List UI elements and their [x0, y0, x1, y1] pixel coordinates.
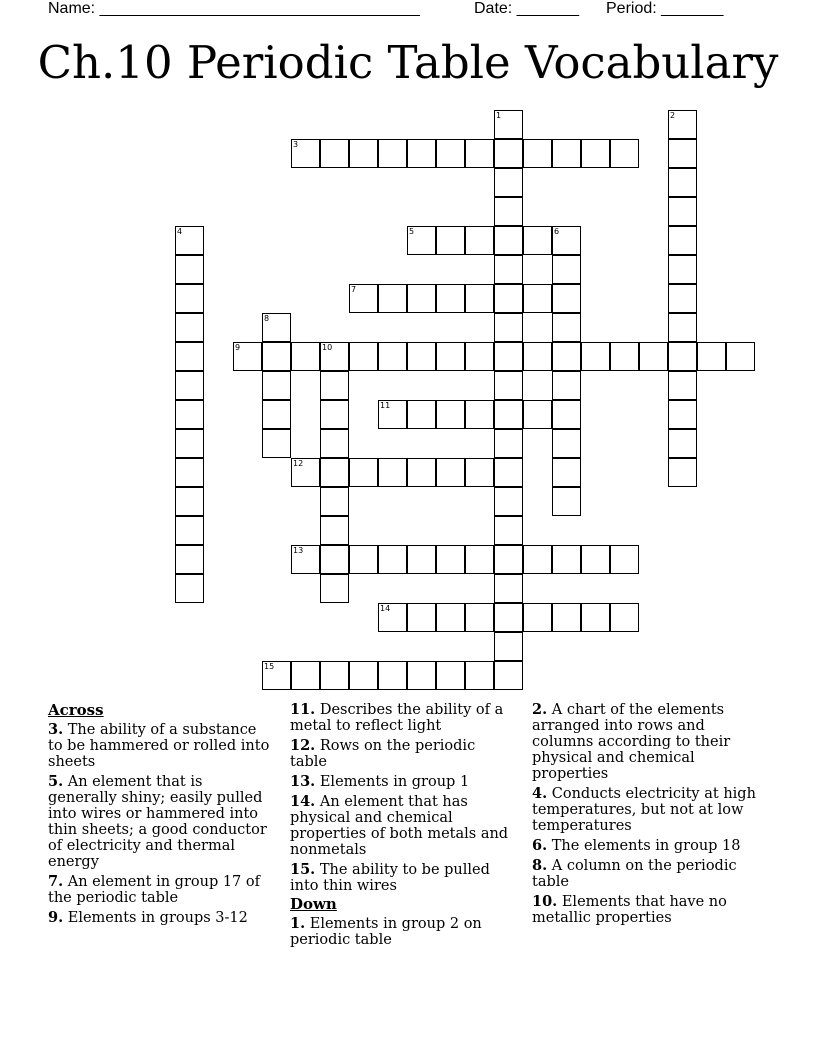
- grid-cell[interactable]: [552, 545, 581, 574]
- grid-cell[interactable]: [581, 603, 610, 632]
- grid-cell[interactable]: [552, 313, 581, 342]
- grid-cell[interactable]: [494, 661, 523, 690]
- grid-cell[interactable]: [320, 458, 349, 487]
- clue-down-6: [532, 838, 762, 854]
- clue-number: 6.: [532, 837, 548, 854]
- grid-cell-14[interactable]: [378, 603, 407, 632]
- clue-down-2: [532, 702, 762, 782]
- grid-cell[interactable]: [378, 661, 407, 690]
- clue-number-label: 8: [264, 314, 270, 323]
- grid-cell[interactable]: [668, 226, 697, 255]
- clue-text: Elements that have no metallic properties: [532, 894, 727, 926]
- grid-cell-11[interactable]: [378, 400, 407, 429]
- across-heading: Across: [48, 701, 104, 719]
- grid-cell-3[interactable]: [291, 139, 320, 168]
- grid-cell-15[interactable]: [262, 661, 291, 690]
- grid-cell[interactable]: [175, 487, 204, 516]
- grid-cell[interactable]: [407, 603, 436, 632]
- clue-number: 3.: [48, 721, 64, 738]
- clue-number-label: 14: [380, 604, 391, 613]
- grid-cell[interactable]: [581, 342, 610, 371]
- clue-number: 1.: [290, 915, 306, 932]
- grid-cell-4[interactable]: [175, 226, 204, 255]
- clue-number: 4.: [532, 785, 548, 802]
- grid-cell[interactable]: [668, 168, 697, 197]
- clue-number-label: 9: [235, 343, 241, 352]
- clue-text: Elements in groups 3-12: [67, 910, 248, 926]
- grid-cell[interactable]: [494, 400, 523, 429]
- grid-cell[interactable]: [523, 284, 552, 313]
- grid-cell[interactable]: [668, 284, 697, 313]
- grid-cell[interactable]: [552, 284, 581, 313]
- clue-down-1: [290, 916, 512, 948]
- clue-number: 14.: [290, 793, 316, 810]
- grid-cell[interactable]: [175, 400, 204, 429]
- grid-cell[interactable]: [494, 516, 523, 545]
- grid-cell[interactable]: [407, 400, 436, 429]
- grid-cell[interactable]: [697, 342, 726, 371]
- grid-cell[interactable]: [320, 661, 349, 690]
- grid-cell[interactable]: [407, 661, 436, 690]
- grid-cell[interactable]: [262, 400, 291, 429]
- grid-cell[interactable]: [407, 458, 436, 487]
- clue-number-label: 5: [409, 227, 415, 236]
- grid-cell[interactable]: [349, 545, 378, 574]
- clue-across-3: [48, 722, 274, 770]
- clue-text: The ability to be pulled into thin wires: [290, 862, 490, 894]
- grid-cell[interactable]: [494, 139, 523, 168]
- grid-cell[interactable]: [668, 313, 697, 342]
- grid-cell-5[interactable]: [407, 226, 436, 255]
- clue-down-10: [532, 894, 762, 926]
- grid-cell[interactable]: [465, 603, 494, 632]
- grid-cell[interactable]: [320, 574, 349, 603]
- grid-cell[interactable]: [320, 400, 349, 429]
- clue-text: Rows on the periodic table: [290, 738, 476, 770]
- grid-cell[interactable]: [378, 284, 407, 313]
- clue-text: Describes the ability of a metal to reflect light: [290, 702, 504, 734]
- grid-cell[interactable]: [552, 255, 581, 284]
- grid-cell[interactable]: [610, 603, 639, 632]
- grid-cell[interactable]: [494, 342, 523, 371]
- grid-cell[interactable]: [581, 139, 610, 168]
- clue-across-12: [290, 738, 512, 770]
- grid-cell[interactable]: [262, 429, 291, 458]
- clue-across-11: [290, 702, 512, 734]
- grid-cell[interactable]: [436, 139, 465, 168]
- grid-cell[interactable]: [668, 139, 697, 168]
- grid-cell[interactable]: [175, 255, 204, 284]
- grid-cell[interactable]: [465, 226, 494, 255]
- grid-cell[interactable]: [494, 574, 523, 603]
- grid-cell[interactable]: [523, 400, 552, 429]
- clue-number: 8.: [532, 857, 548, 874]
- clue-number-label: 11: [380, 401, 391, 410]
- clue-across-9: [48, 910, 274, 926]
- date-field[interactable]: Date: _______: [474, 0, 579, 17]
- grid-cell[interactable]: [552, 371, 581, 400]
- grid-cell[interactable]: [320, 545, 349, 574]
- down-heading: Down: [290, 895, 337, 913]
- grid-cell[interactable]: [175, 516, 204, 545]
- clue-number: 5.: [48, 773, 64, 790]
- grid-cell[interactable]: [668, 197, 697, 226]
- clue-number: 12.: [290, 737, 316, 754]
- grid-cell[interactable]: [668, 458, 697, 487]
- clue-text: An element in group 17 of the periodic table: [48, 874, 260, 906]
- grid-cell[interactable]: [378, 342, 407, 371]
- grid-cell[interactable]: [523, 545, 552, 574]
- grid-cell-2[interactable]: [668, 110, 697, 139]
- grid-cell[interactable]: [668, 429, 697, 458]
- clue-text: A column on the periodic table: [532, 858, 737, 890]
- grid-cell[interactable]: [320, 487, 349, 516]
- grid-cell[interactable]: [610, 139, 639, 168]
- name-field[interactable]: Name: ____________________________________: [48, 0, 420, 17]
- grid-cell[interactable]: [465, 661, 494, 690]
- grid-cell[interactable]: [552, 487, 581, 516]
- page-title: Ch.10 Periodic Table Vocabulary: [37, 36, 779, 89]
- grid-cell[interactable]: [175, 545, 204, 574]
- clue-number: 2.: [532, 701, 548, 718]
- grid-cell[interactable]: [494, 545, 523, 574]
- grid-cell[interactable]: [610, 545, 639, 574]
- grid-cell[interactable]: [436, 284, 465, 313]
- grid-cell[interactable]: [465, 458, 494, 487]
- clue-across-13: [290, 774, 512, 790]
- clue-number: 10.: [532, 893, 558, 910]
- grid-cell-6[interactable]: [552, 226, 581, 255]
- clue-text: Conducts electricity at high temperatures, but not at low temperatures: [532, 786, 756, 834]
- clue-text: The ability of a substance to be hammered or rolled into sheets: [48, 722, 270, 770]
- grid-cell[interactable]: [494, 632, 523, 661]
- grid-cell[interactable]: [465, 284, 494, 313]
- grid-cell[interactable]: [436, 400, 465, 429]
- grid-cell[interactable]: [552, 603, 581, 632]
- clue-number-label: 4: [177, 227, 183, 236]
- clue-number-label: 3: [293, 140, 299, 149]
- grid-cell[interactable]: [668, 371, 697, 400]
- clue-text: An element that has physical and chemical properties of both metals and nonmetals: [290, 794, 509, 858]
- clue-text: Elements in group 2 on periodic table: [290, 916, 482, 948]
- grid-cell[interactable]: [494, 487, 523, 516]
- clue-number-label: 2: [670, 111, 676, 120]
- clue-number-label: 10: [322, 343, 333, 352]
- clue-text: The elements in group 18: [551, 838, 741, 854]
- grid-cell[interactable]: [378, 139, 407, 168]
- clue-across-15: [290, 862, 512, 894]
- grid-cell-13[interactable]: [291, 545, 320, 574]
- grid-cell[interactable]: [581, 545, 610, 574]
- grid-cell[interactable]: [726, 342, 755, 371]
- grid-cell[interactable]: [436, 342, 465, 371]
- grid-cell[interactable]: [436, 661, 465, 690]
- clue-number-label: 13: [293, 546, 304, 555]
- clue-number-label: 7: [351, 285, 357, 294]
- grid-cell[interactable]: [175, 313, 204, 342]
- grid-cell[interactable]: [523, 342, 552, 371]
- grid-cell[interactable]: [175, 284, 204, 313]
- grid-cell[interactable]: [407, 284, 436, 313]
- grid-cell[interactable]: [436, 226, 465, 255]
- clue-across-14: [290, 794, 512, 858]
- grid-cell[interactable]: [320, 371, 349, 400]
- grid-cell[interactable]: [552, 458, 581, 487]
- grid-cell[interactable]: [639, 342, 668, 371]
- grid-cell[interactable]: [668, 400, 697, 429]
- grid-cell[interactable]: [436, 458, 465, 487]
- grid-cell[interactable]: [494, 168, 523, 197]
- clue-number: 11.: [290, 701, 316, 718]
- grid-cell[interactable]: [175, 371, 204, 400]
- clue-down-8: [532, 858, 762, 890]
- clue-text: A chart of the elements arranged into rows and columns according to their physical and chemical properties: [532, 702, 731, 782]
- grid-cell[interactable]: [349, 458, 378, 487]
- grid-cell[interactable]: [349, 139, 378, 168]
- grid-cell[interactable]: [465, 139, 494, 168]
- grid-cell[interactable]: [262, 371, 291, 400]
- clues-column-2: [290, 702, 512, 952]
- grid-cell[interactable]: [407, 139, 436, 168]
- grid-cell[interactable]: [494, 313, 523, 342]
- clue-number: 7.: [48, 873, 64, 890]
- grid-cell-12[interactable]: [291, 458, 320, 487]
- grid-cell[interactable]: [523, 603, 552, 632]
- grid-cell[interactable]: [668, 255, 697, 284]
- grid-cell[interactable]: [349, 661, 378, 690]
- grid-cell[interactable]: [494, 603, 523, 632]
- clue-across-7: [48, 874, 274, 906]
- grid-cell[interactable]: [465, 342, 494, 371]
- clue-down-4: [532, 786, 762, 834]
- grid-cell[interactable]: [378, 545, 407, 574]
- grid-cell-9[interactable]: [233, 342, 262, 371]
- clue-number-label: 15: [264, 662, 275, 671]
- clue-number: 9.: [48, 909, 64, 926]
- grid-cell[interactable]: [291, 661, 320, 690]
- grid-cell[interactable]: [523, 226, 552, 255]
- grid-cell[interactable]: [668, 342, 697, 371]
- grid-cell[interactable]: [610, 342, 639, 371]
- grid-cell[interactable]: [320, 139, 349, 168]
- grid-cell[interactable]: [494, 197, 523, 226]
- clue-across-5: [48, 774, 274, 870]
- grid-cell[interactable]: [349, 342, 378, 371]
- grid-cell[interactable]: [407, 545, 436, 574]
- clue-number-label: 12: [293, 459, 304, 468]
- grid-cell[interactable]: [378, 458, 407, 487]
- grid-cell[interactable]: [465, 400, 494, 429]
- clues-column-1: [48, 702, 274, 930]
- grid-cell[interactable]: [552, 429, 581, 458]
- clue-number: 13.: [290, 773, 316, 790]
- grid-cell[interactable]: [320, 516, 349, 545]
- grid-cell[interactable]: [175, 342, 204, 371]
- grid-cell[interactable]: [552, 342, 581, 371]
- clues-column-3: [532, 702, 762, 930]
- grid-cell[interactable]: [175, 429, 204, 458]
- grid-cell[interactable]: [552, 400, 581, 429]
- grid-cell[interactable]: [436, 603, 465, 632]
- clue-number-label: 1: [496, 111, 502, 120]
- period-field[interactable]: Period: _______: [606, 0, 724, 17]
- grid-cell[interactable]: [262, 342, 291, 371]
- clue-number: 15.: [290, 861, 316, 878]
- grid-cell[interactable]: [436, 545, 465, 574]
- clue-text: Elements in group 1: [319, 774, 470, 790]
- grid-cell-7[interactable]: [349, 284, 378, 313]
- grid-cell[interactable]: [494, 371, 523, 400]
- grid-cell[interactable]: [175, 574, 204, 603]
- grid-cell[interactable]: [175, 458, 204, 487]
- grid-cell[interactable]: [494, 458, 523, 487]
- grid-cell[interactable]: [494, 226, 523, 255]
- grid-cell[interactable]: [494, 255, 523, 284]
- grid-cell-1[interactable]: [494, 110, 523, 139]
- grid-cell-8[interactable]: [262, 313, 291, 342]
- grid-cell[interactable]: [465, 545, 494, 574]
- grid-cell[interactable]: [523, 139, 552, 168]
- grid-cell[interactable]: [291, 342, 320, 371]
- clue-number-label: 6: [554, 227, 560, 236]
- grid-cell[interactable]: [494, 284, 523, 313]
- grid-cell-10[interactable]: [320, 342, 349, 371]
- clue-text: An element that is generally shiny; easily pulled into wires or hammered into thin sheets; a good conductor of electricity and thermal energy: [48, 774, 267, 870]
- grid-cell[interactable]: [494, 429, 523, 458]
- grid-cell[interactable]: [552, 139, 581, 168]
- grid-cell[interactable]: [320, 429, 349, 458]
- grid-cell[interactable]: [407, 342, 436, 371]
